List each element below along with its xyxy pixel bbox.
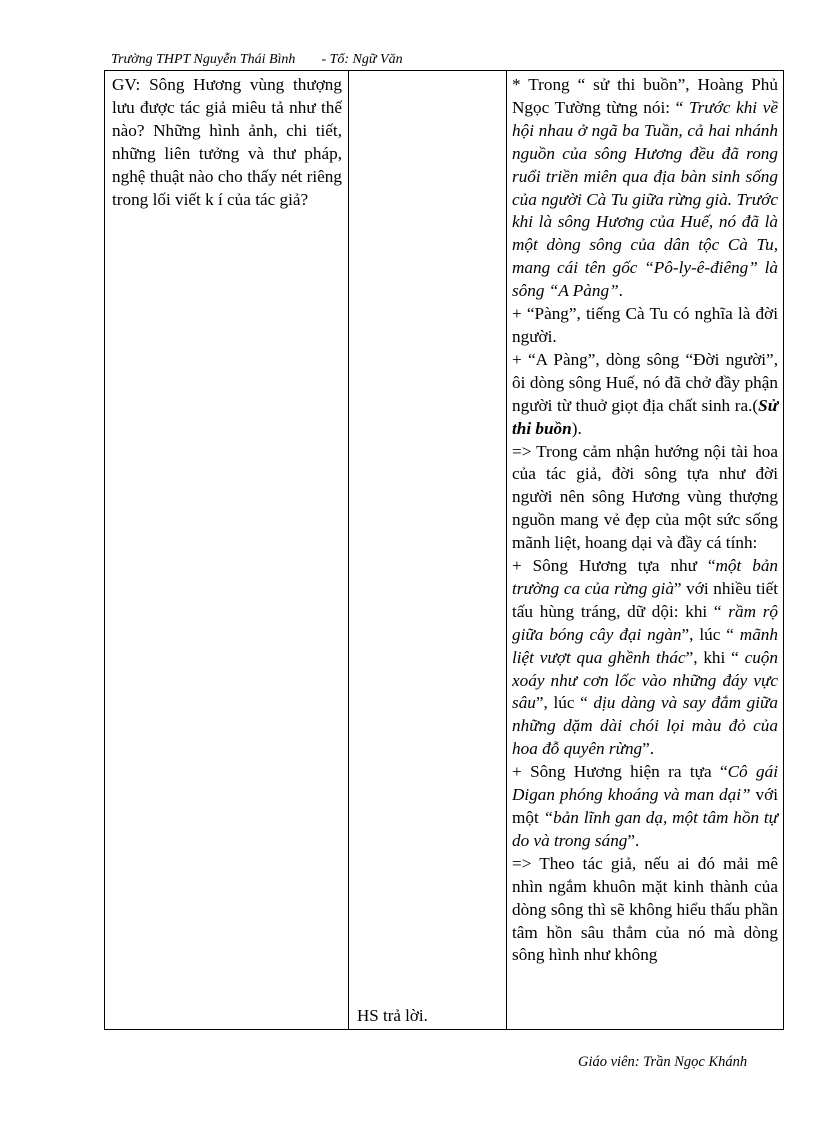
question-column: [105, 71, 349, 1029]
student-activity-column: [349, 71, 507, 1029]
content-paragraph-5: + Sông Hương tựa như “một bản trường ca của rừng già” với nhiều tiết tấu hùng tráng, dữ dội: khi “ rầm rộ giữa bóng cây đại ngàn”, lúc “ mãnh liệt vượt qua ghềnh thác”, khi “ cuộn xoáy như cơn lốc vào những đáy vực sâu”, lúc “ dịu dàng và say đắm giữa những dặm dài chói lọi màu đỏ của hoa đỗ quyên rừng”.: [512, 556, 779, 759]
teacher-question: GV: Sông Hương vùng thượng lưu được tác giả miêu tả như thế nào? Những hình ảnh, chi tiết, những liên tưởng và thư pháp, nghệ thuật nào cho thấy nét riêng trong lối viết k í của tác giả?: [112, 75, 342, 209]
content-paragraph-3: + “A Pàng”, dòng sông “Đời người”, ôi dòng sông Huế, nó đã chở đầy phận người từ thuở giọt địa chất sinh ra.(Sử thi buồn).: [512, 349, 778, 438]
content-paragraph-6: + Sông Hương hiện ra tựa “Cô gái Digan phóng khoáng và man dại” với một “bản lĩnh gan dạ, một tâm hồn tự do và trong sáng”.: [512, 762, 778, 850]
lesson-table: [104, 70, 784, 1030]
page-header: [111, 52, 711, 68]
teacher-signature: Giáo viên: Trần Ngọc Khánh: [578, 1054, 748, 1070]
content-column: [507, 71, 783, 1029]
content-paragraph-1: * Trong “ sử thi buồn”, Hoàng Phủ Ngọc Tường từng nói: “ Trước khi về hội nhau ở ngã ba Tuần, cả hai nhánh nguồn của sông Hương đều đã rong ruổi triền miên qua địa bàn sinh sống của người Cà Tu giữa rừng già. Trước khi là sông Hương của Huế, nó đã là một dòng sông của dân tộc Cà Tu, mang cái tên gốc “Pô-ly-ê-điêng” là sông “A Pàng”.: [512, 75, 778, 301]
content-paragraph-7: => Theo tác giả, nếu ai đó mải mê nhìn ngắm khuôn mặt kinh thành của dòng sông thì sẽ không hiểu thấu phần tâm hồn sâu thẳm của nó mà dòng sông hình như không: [512, 853, 778, 965]
school-name: Trường THPT Nguyễn Thái Bình: [111, 52, 296, 67]
content-paragraph-4: => Trong cảm nhận hướng nội tài hoa của tác giả, đời sông tựa như đời người nên sông Hương vùng thượng nguồn mang vẻ đẹp của một sức sống mãnh liệt, hoang dại và đầy cá tính:: [512, 441, 778, 553]
department-name: - Tổ: Ngữ Văn: [321, 52, 403, 67]
content-paragraph-2: + “Pàng”, tiếng Cà Tu có nghĩa là đời người.: [512, 304, 778, 346]
student-activity: HS trả lời.: [357, 1006, 428, 1025]
